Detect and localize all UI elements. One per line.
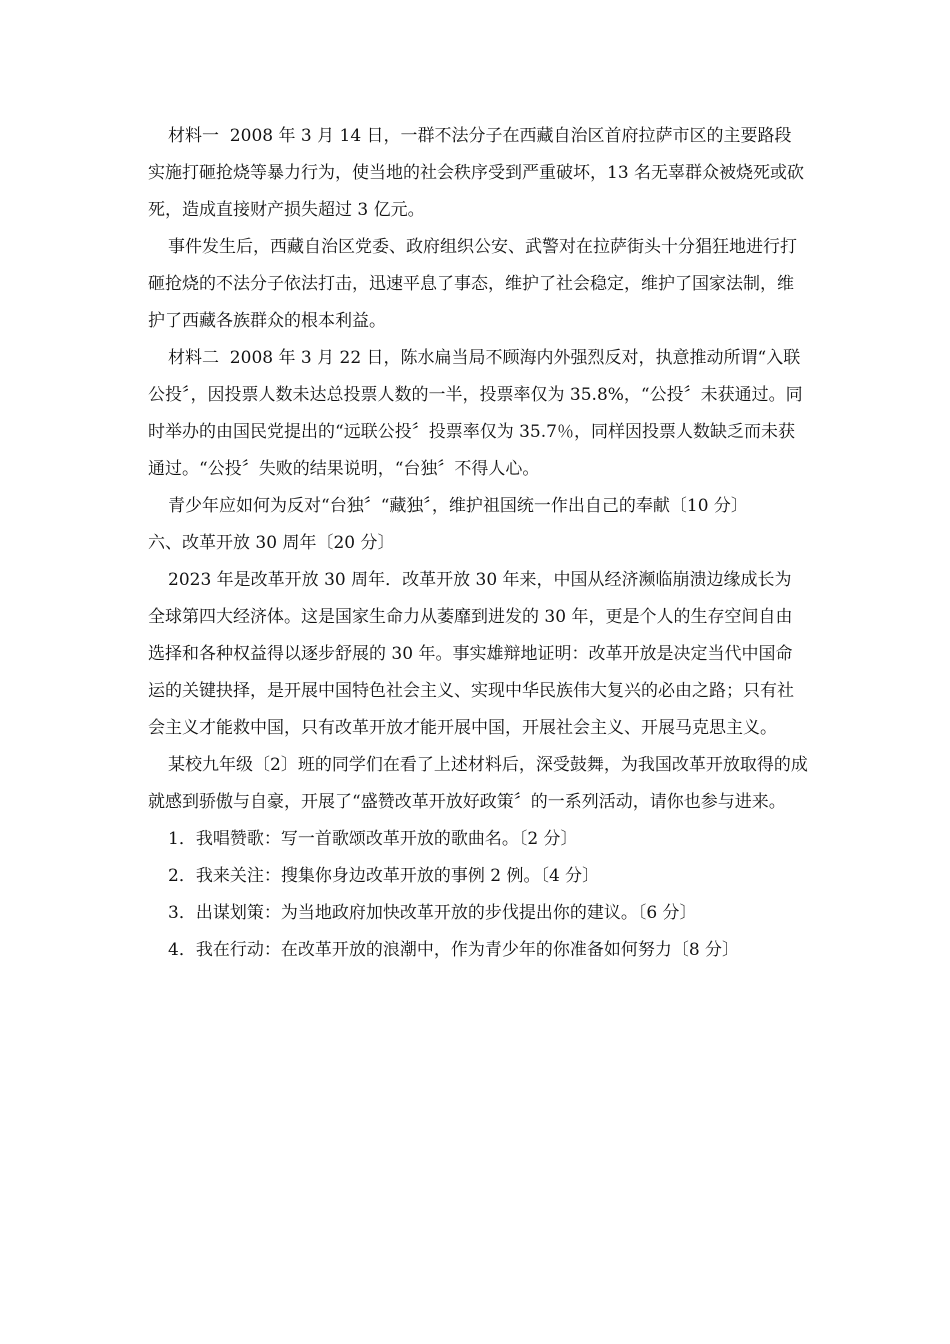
question-five-prompt: 青少年应如何为反对“台独〞“藏独〞，维护祖国统一作出自己的奉献〔10 分〕 (168, 496, 748, 516)
section-six-heading: 六、改革开放 30 周年〔20 分〕 (148, 533, 395, 553)
section-six-activity-paragraph: 某校九年级〔2〕班的同学们在看了上述材料后，深受鼓舞，为我国改革开放取得的成就感到骄傲与自豪，开展了“盛赞改革开放好政策〞的一系列活动，请你也参与进来。 (148, 755, 808, 812)
material-two-paragraph: 材料二 2008 年 3 月 22 日，陈水扁当局不顾海内外强烈反对，执意推动所谓“入联公投〞，因投票人数未达总投票人数的一半，投票率仅为 35.8%，“公投〞未获通过。同时举办的由国民党提出的“远联公投〞投票率仅为 35.7％，同样因投票人数缺乏而未获通过。“公投〞失败的结果说明，“台独〞不得人心。 (148, 348, 803, 479)
material-one-paragraph: 材料一 2008 年 3 月 14 日，一群不法分子在西藏自治区首府拉萨市区的主要路段实施打砸抢烧等暴力行为，使当地的社会秩序受到严重破坏，13 名无辜群众被烧死或砍死，造成直接财产损失超过 3 亿元。 (148, 126, 805, 220)
question-item-3: 3．出谋划策：为当地政府加快改革开放的步伐提出你的建议。〔6 分〕 (168, 903, 697, 923)
material-one-followup-paragraph: 事件发生后，西藏自治区党委、政府组织公安、武警对在拉萨街头十分猖狂地进行打砸抢烧的不法分子依法打击，迅速平息了事态，维护了社会稳定，维护了国家法制，维护了西藏各族群众的根本利益。 (148, 237, 797, 331)
question-item-1: 1．我唱赞歌：写一首歌颂改革开放的歌曲名。〔2 分〕 (168, 829, 578, 849)
document-body (148, 118, 808, 969)
section-six-intro-paragraph: 2023 年是改革开放 30 周年．改革开放 30 年来，中国从经济濒临崩溃边缘成长为全球第四大经济体。这是国家生命力从萎靡到进发的 30 年，更是个人的生存空间自由选择和各种权益得以逐步舒展的 30 年。事实雄辩地证明：改革开放是决定当代中国命运的关键抉择，是开展中国特色社会主义、实现中华民族伟大复兴的必由之路；只有社会主义才能救中国，只有改革开放才能开展中国，开展社会主义、开展马克思主义。 (148, 570, 794, 738)
question-item-4: 4．我在行动：在改革开放的浪潮中，作为青少年的你准备如何努力〔8 分〕 (168, 940, 740, 960)
question-item-2: 2．我来关注：搜集你身边改革开放的事例 2 例。〔4 分〕 (168, 866, 600, 886)
